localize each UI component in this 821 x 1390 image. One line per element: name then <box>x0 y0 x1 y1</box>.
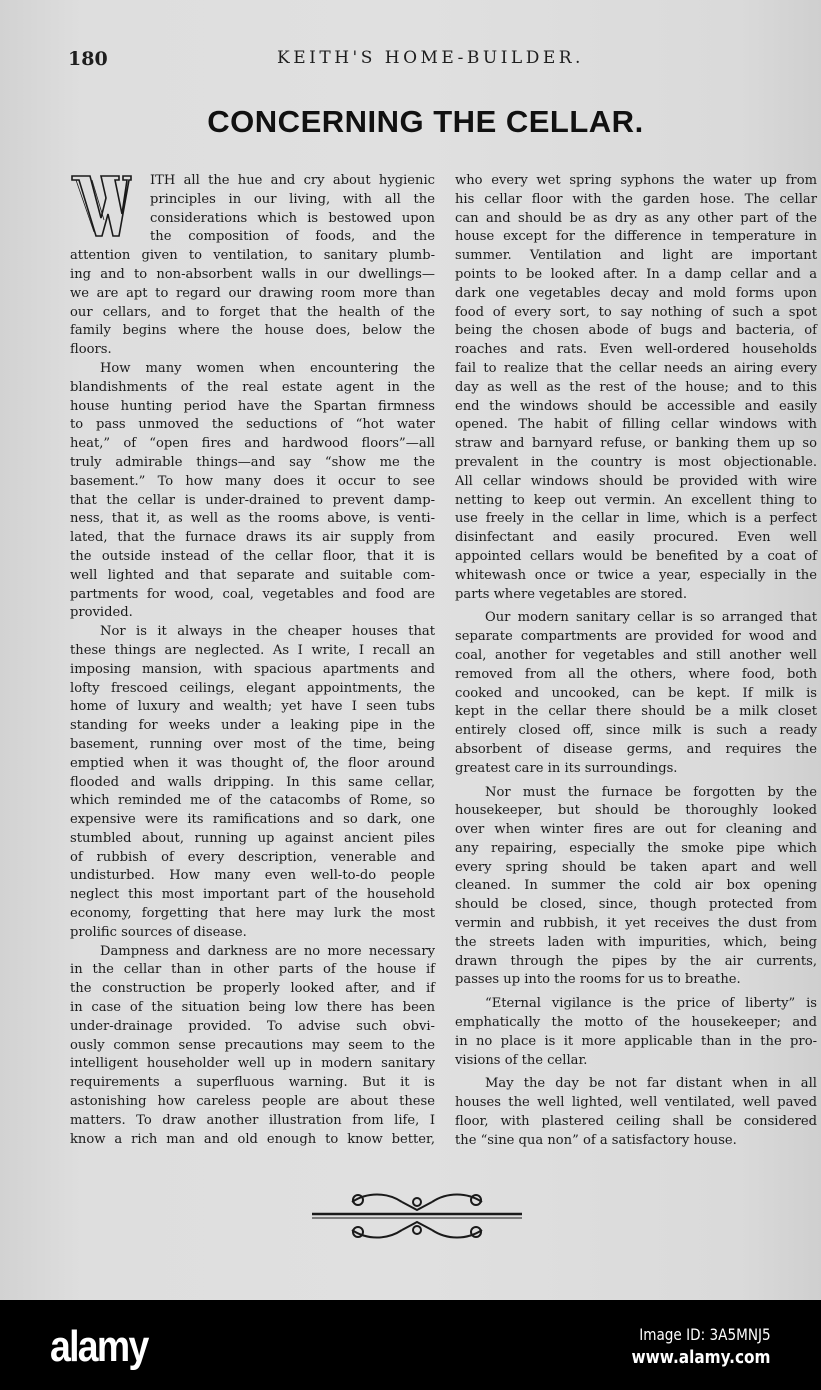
text-line: expensive were its ramifications and so dark, one <box>70 812 435 828</box>
text-line: heat,” of “open fires and hardwood floors”—all <box>70 436 435 452</box>
text-line: passes up into the rooms for us to breathe. <box>455 972 741 988</box>
text-line: prevalent in the country is most objectionable. <box>455 454 817 470</box>
paragraph <box>455 609 817 778</box>
text-line: basement, running over most of the time, being <box>70 736 435 752</box>
text-line: All cellar windows should be provided with wire <box>455 473 817 489</box>
text-line: floors. <box>70 342 112 358</box>
paragraph <box>70 623 435 943</box>
paragraph <box>70 360 435 623</box>
text-line: should be closed, since, though protected from <box>455 897 817 913</box>
text-line: disinfectant and easily procured. Even well <box>455 530 817 546</box>
text-line: attention given to ventilation, to sanitary plumb- <box>70 248 435 264</box>
text-line: vermin and rubbish, it yet receives the dust from <box>455 916 817 932</box>
text-line: emptied when it was thought of, the floor around <box>70 755 435 771</box>
text-line: Dampness and darkness are no more necessary <box>100 943 435 959</box>
text-line: these things are neglected. As I write, I recall an <box>70 642 435 658</box>
text-line: appointed cellars would be benefited by a coat of <box>455 548 817 564</box>
text-line: day as well as the rest of the house; and to this <box>455 379 817 395</box>
text-line: the construction be properly looked after, and if <box>70 981 435 997</box>
text-line: points to be looked after. In a damp cellar and a <box>455 266 817 282</box>
text-line: parts where vegetables are stored. <box>455 586 688 602</box>
text-line: removed from all the others, where food, both <box>455 666 817 682</box>
text-line: matters. To draw another illustration from life, I <box>70 1112 435 1128</box>
text-line: summer. Ventilation and light are important <box>455 248 817 264</box>
text-line: partments for wood, coal, vegetables and food are <box>70 586 435 602</box>
right-column <box>455 172 817 1151</box>
paragraph <box>455 172 817 604</box>
text-line: considerations which is bestowed upon <box>150 210 435 226</box>
text-line: astonishing how careless people are about these <box>70 1094 435 1110</box>
text-line: to pass unmoved the seductions of “hot water <box>70 417 435 433</box>
text-line: stumbled about, running up against ancient piles <box>70 830 435 846</box>
text-line: lated, that the furnace draws its air supply from <box>70 530 435 546</box>
text-line: truly admirable things—and say “show me the <box>70 454 435 470</box>
paragraph <box>455 784 817 991</box>
image-id: Image ID: 3A5MNJ5 <box>639 1325 771 1344</box>
paragraph <box>455 1075 817 1150</box>
text-line: who every wet spring syphons the water up from <box>455 173 817 188</box>
text-line: any repairing, especially the smoke pipe which <box>455 840 817 856</box>
text-line: neglect this most important part of the household <box>70 887 435 903</box>
text-line: under-drainage provided. To advise such obvi- <box>70 1018 435 1034</box>
text-line: housekeeper, but should be thoroughly looked <box>455 803 817 819</box>
text-line: Nor is it always in the cheaper houses that <box>100 624 435 640</box>
text-line: flooded and walls dripping. In this same cellar, <box>70 774 435 790</box>
text-line: How many women when encountering the <box>100 360 435 376</box>
paragraph <box>455 995 817 1070</box>
text-line: end the windows should be accessible and easily <box>455 398 817 414</box>
text-line: fail to realize that the cellar needs an airing every <box>455 360 817 376</box>
text-line: over when winter fires are out for cleaning and <box>455 822 817 838</box>
text-line: “Eternal vigilance is the price of liberty” is <box>485 996 817 1012</box>
text-line: that the cellar is under-drained to prevent damp- <box>70 492 435 508</box>
text-line: blandishments of the real estate agent in the <box>70 379 435 395</box>
text-line: ously common sense precautions may seem to the <box>70 1037 435 1053</box>
text-line: well lighted and that separate and suitable com- <box>70 567 435 583</box>
text-line: the outside instead of the cellar floor, that it is <box>70 548 435 564</box>
text-line: cleaned. In summer the cold air box opening <box>455 878 817 894</box>
text-line: the “sine qua non” of a satisfactory house. <box>455 1132 737 1148</box>
text-line: house hunting period have the Spartan firmness <box>70 398 435 414</box>
text-line: in no place is it more applicable than in the pro- <box>455 1033 817 1049</box>
article-title: CONCERNING THE CELLAR. <box>207 104 644 139</box>
text-line: in the cellar than in other parts of the house if <box>70 962 435 978</box>
text-line: roaches and rats. Even well-ordered households <box>455 342 817 358</box>
text-line: opened. The habit of filling cellar windows with <box>455 417 817 433</box>
text-line: the composition of foods, and the <box>150 229 435 245</box>
text-line: imposing mansion, with spacious apartments and <box>70 661 435 677</box>
text-line: greatest care in its surroundings. <box>455 760 678 776</box>
text-line: undisturbed. How many even well-to-do people <box>70 868 435 884</box>
page-number: 180 <box>68 48 108 70</box>
text-line: we are apt to regard our drawing room more than <box>70 285 435 301</box>
text-line: ITH all the hue and cry about hygienic <box>150 173 435 188</box>
text-line: home of luxury and wealth; yet have I seen tubs <box>70 699 435 715</box>
text-line: his cellar floor with the garden hose. The cellar <box>455 191 817 207</box>
text-line: lofty frescoed ceilings, elegant appointments, the <box>70 680 435 696</box>
text-line: houses the well lighted, well ventilated, well paved <box>455 1095 817 1111</box>
text-line: intelligent householder well up in modern sanitary <box>70 1056 435 1072</box>
text-line: of rubbish of every description, venerable and <box>70 849 435 865</box>
text-line: ing and to non-absorbent walls in our dwellings— <box>70 266 435 282</box>
text-line: ness, that it, as well as the rooms above, is venti- <box>70 511 435 527</box>
text-line: being the chosen abode of bugs and bacteria, of <box>455 323 817 339</box>
text-line: May the day be not far distant when in all <box>485 1076 817 1092</box>
text-line: entirely closed off, since milk is such a ready <box>455 723 817 739</box>
website-url: www.alamy.com <box>632 1347 771 1368</box>
text-line: basement.” To how many does it occur to see <box>70 473 435 489</box>
text-line: house except for the difference in temperature in <box>455 229 817 245</box>
text-line: every spring should be taken apart and well <box>455 859 817 875</box>
text-line: cooked and uncooked, can be kept. If milk is <box>455 685 817 701</box>
text-line: principles in our living, with all the <box>150 191 435 207</box>
text-line: dark one vegetables decay and mold forms upon <box>455 285 817 301</box>
text-line: absorbent of disease germs, and requires the <box>455 741 817 757</box>
text-line: which reminded me of the catacombs of Rome, so <box>70 793 435 809</box>
text-line: floor, with plastered ceiling shall be considered <box>455 1114 817 1130</box>
text-line: separate compartments are provided for wood and <box>455 629 817 645</box>
running-title: KEITH'S HOME-BUILDER. <box>277 48 584 68</box>
text-line: know a rich man and old enough to know better, <box>70 1131 435 1147</box>
text-line: the streets laden with impurities, which, being <box>455 934 817 950</box>
text-line: whitewash once or twice a year, especially in the <box>455 567 817 583</box>
text-line: food of every sort, to say nothing of such a spot <box>455 304 817 320</box>
text-line: our cellars, and to forget that the health of the <box>70 304 435 320</box>
text-line: in case of the situation being low there has been <box>70 1000 435 1016</box>
text-line: family begins where the house does, below the <box>70 323 435 339</box>
text-line: visions of the cellar. <box>455 1052 588 1068</box>
text-line: provided. <box>70 605 133 621</box>
text-line: netting to keep out vermin. An excellent thing to <box>455 492 817 508</box>
text-line: emphatically the motto of the housekeeper; and <box>455 1015 817 1031</box>
text-line: can and should be as dry as any other part of the <box>455 210 817 226</box>
text-line: prolific sources of disease. <box>70 924 247 940</box>
text-line: straw and barnyard refuse, or banking them up so <box>455 436 817 452</box>
text-line: standing for weeks under a leaking pipe in the <box>70 718 435 734</box>
decorative-ornament <box>312 1188 522 1244</box>
text-line: use freely in the cellar in lime, which is a perfect <box>455 511 817 527</box>
alamy-logo: alamy <box>50 1322 148 1371</box>
text-line: drawn through the pipes by the air currents, <box>455 953 817 969</box>
text-line: coal, another for vegetables and still another well <box>455 647 817 663</box>
paragraph <box>70 172 435 360</box>
text-line: Nor must the furnace be forgotten by the <box>485 784 817 800</box>
left-column <box>70 172 435 1149</box>
text-line: Our modern sanitary cellar is so arranged that <box>485 610 817 626</box>
text-line: economy, forgetting that here may lurk the most <box>70 906 435 922</box>
text-line: kept in the cellar there should be a milk closet <box>455 704 817 720</box>
paragraph <box>70 943 435 1150</box>
text-line: requirements a superfluous warning. But it is <box>70 1075 435 1091</box>
